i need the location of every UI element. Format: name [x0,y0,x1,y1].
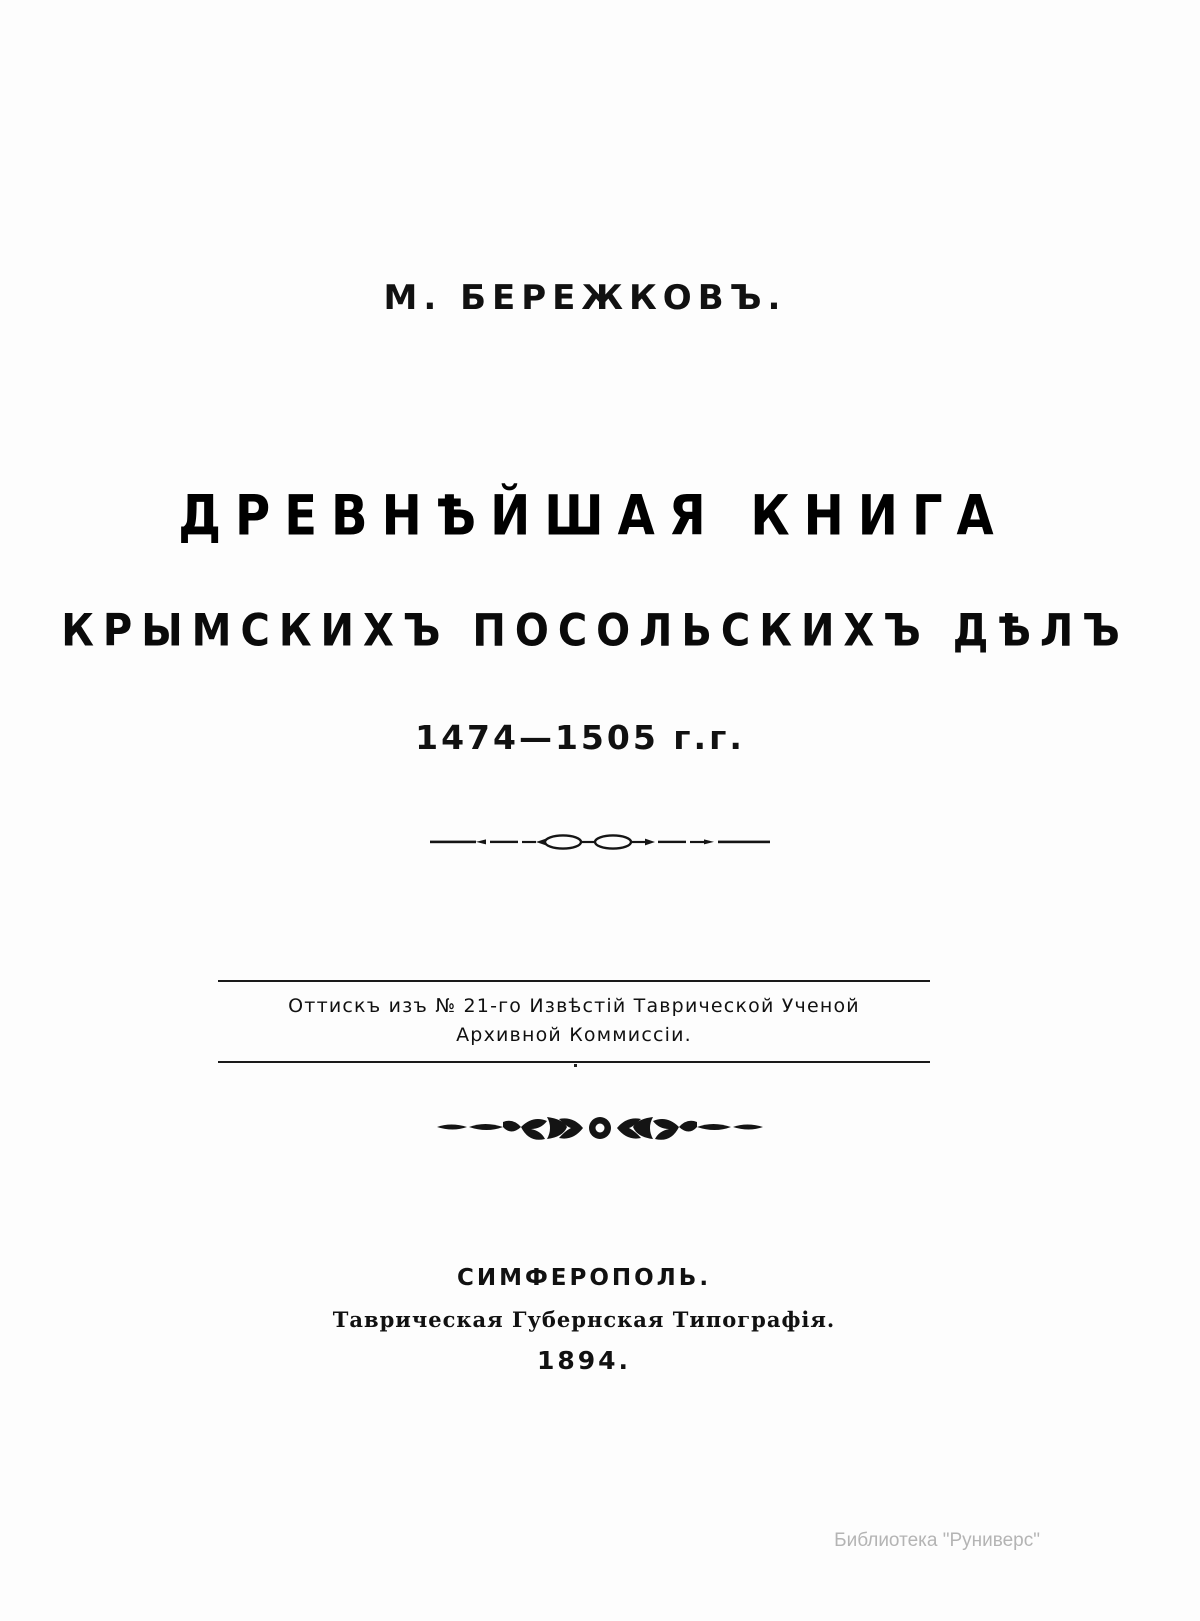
imprint-note-line-1: Оттискъ изъ № 21-го Извѣстій Таврической Ученой [288,995,860,1017]
page-subtitle: КРЫМСКИХЪ ПОСОЛЬСКИХЪ ДѢЛЪ [61,605,1129,657]
page-title: ДРЕВНѢЙШАЯ КНИГА [178,483,1008,549]
publication-city: СИМФЕРОПОЛЬ. [456,1265,712,1291]
colophon [0,1265,1184,1375]
publication-year: 1894. [536,1346,632,1375]
imprint-note-line-2: Архивной Коммиссіи. [456,1024,692,1047]
imprint-note-text [218,982,930,1055]
author-name: М. БЕРЕЖКОВЪ. [383,278,787,318]
imprint-note [218,980,930,1063]
date-range: 1474—1505 г.г. [415,718,745,757]
rule-with-lens-ornament-icon [0,828,1200,861]
divider-rule-bottom [218,1061,930,1063]
ink-speck [574,1064,577,1067]
publisher-name: Таврическая Губернская Типографія. [332,1307,836,1332]
floral-divider-ornament-icon [0,1105,1200,1156]
library-watermark: Библиотека "Руниверс" [834,1530,1040,1551]
